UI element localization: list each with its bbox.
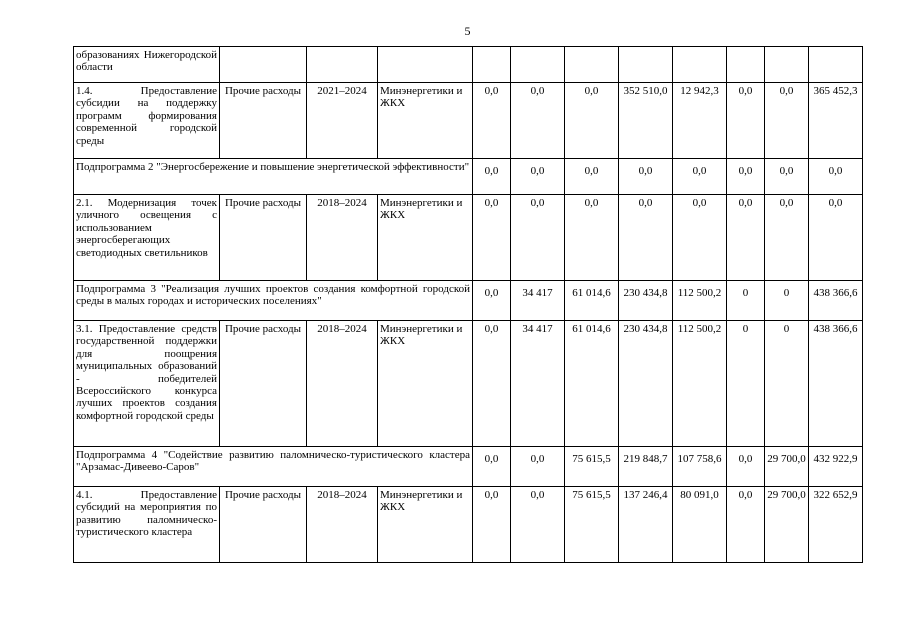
table-row: [74, 47, 863, 83]
amount-cell: 0,0: [727, 487, 765, 563]
amount-cell: 0,0: [473, 195, 511, 281]
empty-cell: [511, 47, 565, 83]
executor-cell: Минэнергетики и ЖКХ: [378, 321, 473, 447]
amount-cell: 0,0: [765, 159, 809, 195]
amount-cell: 0,0: [511, 159, 565, 195]
empty-cell: [565, 47, 619, 83]
amount-cell: 0,0: [619, 195, 673, 281]
amount-cell: 0,0: [473, 321, 511, 447]
amount-cell: 432 922,9: [809, 447, 863, 487]
amount-cell: 0,0: [673, 159, 727, 195]
period-cell: 2018–2024: [307, 487, 378, 563]
amount-cell: 0,0: [511, 447, 565, 487]
executor-cell: Минэнергетики и ЖКХ: [378, 195, 473, 281]
expense-type-cell: Прочие расходы: [220, 321, 307, 447]
amount-cell: 0,0: [565, 159, 619, 195]
empty-cell: [220, 47, 307, 83]
amount-cell: 0,0: [727, 447, 765, 487]
executor-cell: Минэнергетики и ЖКХ: [378, 487, 473, 563]
amount-cell: 352 510,0: [619, 83, 673, 159]
amount-cell: 29 700,0: [765, 487, 809, 563]
amount-cell: 0,0: [765, 195, 809, 281]
amount-cell: 0,0: [473, 281, 511, 321]
amount-cell: 34 417: [511, 281, 565, 321]
subprogram-name-cell: Подпрограмма 2 "Энергосбережение и повышение энергетической эффективности": [74, 159, 473, 195]
amount-cell: 365 452,3: [809, 83, 863, 159]
empty-cell: [809, 47, 863, 83]
table-body: [74, 47, 863, 563]
empty-cell: [378, 47, 473, 83]
amount-cell: 0,0: [809, 195, 863, 281]
amount-cell: 0,0: [673, 195, 727, 281]
amount-cell: 75 615,5: [565, 447, 619, 487]
measure-name-cell: 4.1. Предоставление субсидий на мероприятия по развитию паломническо-туристического кластера: [74, 487, 220, 563]
expense-type-cell: Прочие расходы: [220, 83, 307, 159]
subprogram-row: [74, 281, 863, 321]
amount-cell: 0: [727, 321, 765, 447]
amount-cell: 219 848,7: [619, 447, 673, 487]
amount-cell: 0,0: [473, 83, 511, 159]
amount-cell: 0,0: [511, 487, 565, 563]
amount-cell: 0: [765, 321, 809, 447]
amount-cell: 322 652,9: [809, 487, 863, 563]
amount-cell: 0,0: [765, 83, 809, 159]
amount-cell: 0,0: [511, 83, 565, 159]
table-row: [74, 321, 863, 447]
amount-cell: 0,0: [727, 195, 765, 281]
subprogram-row: [74, 447, 863, 487]
page-number: 5: [464, 24, 471, 38]
empty-cell: [765, 47, 809, 83]
program-table: [73, 46, 863, 563]
amount-cell: 112 500,2: [673, 321, 727, 447]
amount-cell: 112 500,2: [673, 281, 727, 321]
empty-cell: [473, 47, 511, 83]
amount-cell: 0,0: [727, 83, 765, 159]
measure-name-cell: 3.1. Предоставление средств государственной поддержки для поощрения муниципальных образований - победителей Всероссийского конкурса лучших проектов создания комфортной городской среды: [74, 321, 220, 447]
table-row: [74, 487, 863, 563]
period-cell: 2021–2024: [307, 83, 378, 159]
amount-cell: 107 758,6: [673, 447, 727, 487]
subprogram-row: [74, 159, 863, 195]
amount-cell: 0,0: [565, 83, 619, 159]
amount-cell: 0,0: [473, 447, 511, 487]
amount-cell: 0,0: [473, 487, 511, 563]
amount-cell: 0,0: [809, 159, 863, 195]
amount-cell: 75 615,5: [565, 487, 619, 563]
amount-cell: 438 366,6: [809, 321, 863, 447]
empty-cell: [619, 47, 673, 83]
subprogram-name-cell: Подпрограмма 3 "Реализация лучших проектов создания комфортной городской среды в малых городах и исторических поселениях": [74, 281, 473, 321]
amount-cell: 34 417: [511, 321, 565, 447]
period-cell: 2018–2024: [307, 195, 378, 281]
empty-cell: [673, 47, 727, 83]
amount-cell: 0: [765, 281, 809, 321]
amount-cell: 0,0: [565, 195, 619, 281]
expense-type-cell: Прочие расходы: [220, 487, 307, 563]
empty-cell: [727, 47, 765, 83]
amount-cell: 0,0: [511, 195, 565, 281]
amount-cell: 137 246,4: [619, 487, 673, 563]
amount-cell: 29 700,0: [765, 447, 809, 487]
amount-cell: 0: [727, 281, 765, 321]
measure-name-cell: 1.4. Предоставление субсидии на поддержку программ формирования современной городской среды: [74, 83, 220, 159]
amount-cell: 0,0: [727, 159, 765, 195]
measure-name-cell: образованиях Нижегородской области: [74, 47, 220, 83]
empty-cell: [307, 47, 378, 83]
expense-type-cell: Прочие расходы: [220, 195, 307, 281]
amount-cell: 230 434,8: [619, 321, 673, 447]
amount-cell: 0,0: [619, 159, 673, 195]
amount-cell: 61 014,6: [565, 281, 619, 321]
executor-cell: Минэнергетики и ЖКХ: [378, 83, 473, 159]
amount-cell: 230 434,8: [619, 281, 673, 321]
measure-name-cell: 2.1. Модернизация точек уличного освещения с использованием энергосберегающих светодиодных светильников: [74, 195, 220, 281]
amount-cell: 61 014,6: [565, 321, 619, 447]
table-row: [74, 195, 863, 281]
amount-cell: 0,0: [473, 159, 511, 195]
period-cell: 2018–2024: [307, 321, 378, 447]
amount-cell: 12 942,3: [673, 83, 727, 159]
amount-cell: 80 091,0: [673, 487, 727, 563]
table-row: [74, 83, 863, 159]
subprogram-name-cell: Подпрограмма 4 "Содействие развитию паломническо-туристического кластера "Арзамас-Дивеево-Саров": [74, 447, 473, 487]
amount-cell: 438 366,6: [809, 281, 863, 321]
